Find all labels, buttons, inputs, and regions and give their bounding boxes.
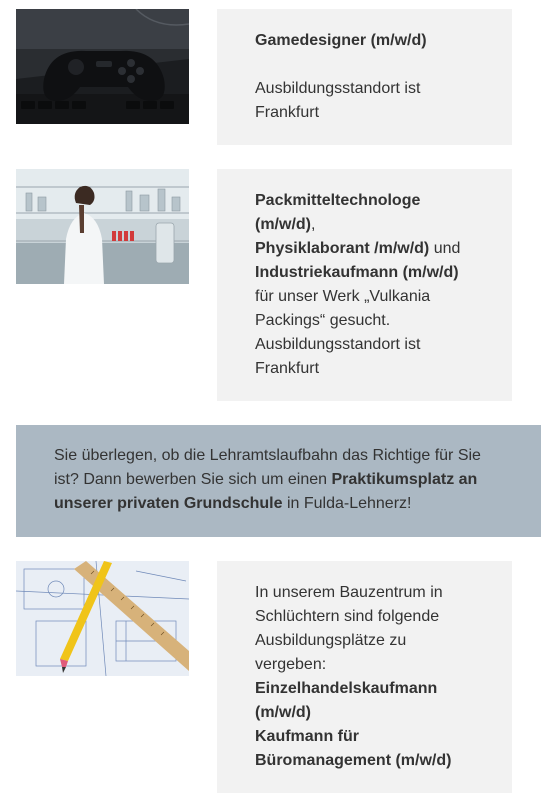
separator: , bbox=[311, 216, 316, 233]
job-title: Gamedesigner (m/w/d) bbox=[255, 32, 427, 49]
internship-banner bbox=[16, 425, 541, 537]
gamepad-photo-icon bbox=[16, 9, 189, 124]
banner-text-end: in Fulda-Lehnerz! bbox=[282, 495, 412, 512]
banner-highlight: Praktikumsplatz an unserer privaten Grundschule bbox=[54, 471, 478, 512]
job-description: für unser Werk „Vulkania Packings“ gesucht. Ausbildungsstandort ist Frankfurt bbox=[255, 288, 431, 377]
job-card-gamedesigner bbox=[217, 9, 512, 145]
job-title-bueromanagement: Kaufmann für Büromanagement (m/w/d) bbox=[255, 728, 452, 769]
job-title-industriekaufmann: Industriekaufmann (m/w/d) bbox=[255, 264, 459, 281]
job-card-packmittel bbox=[217, 169, 512, 401]
job-description: In unserem Bauzentrum in Schlüchtern sind folgende Ausbildungsplätze zu vergeben: bbox=[255, 584, 443, 673]
separator: und bbox=[429, 240, 461, 257]
laboratory-image bbox=[16, 169, 189, 284]
gamepad-image bbox=[16, 9, 189, 124]
job-title-physiklaborant: Physiklaborant /m/w/d) bbox=[255, 240, 430, 257]
job-title-einzelhandel: Einzelhandelskaufmann (m/w/d) bbox=[255, 680, 438, 721]
blueprint-image bbox=[16, 561, 189, 676]
job-location: Ausbildungsstandort ist Frankfurt bbox=[255, 80, 421, 121]
job-card-bauzentrum bbox=[217, 561, 512, 793]
laboratory-photo-icon bbox=[16, 169, 189, 284]
job-title-packmittel: Packmitteltechnologe (m/w/d) bbox=[255, 192, 421, 233]
banner-text: Sie überlegen, ob die Lehramtslaufbahn das Richtige für Sie ist? Dann bewerben Sie sich um einen bbox=[54, 447, 481, 488]
blueprint-photo-icon bbox=[16, 561, 189, 676]
